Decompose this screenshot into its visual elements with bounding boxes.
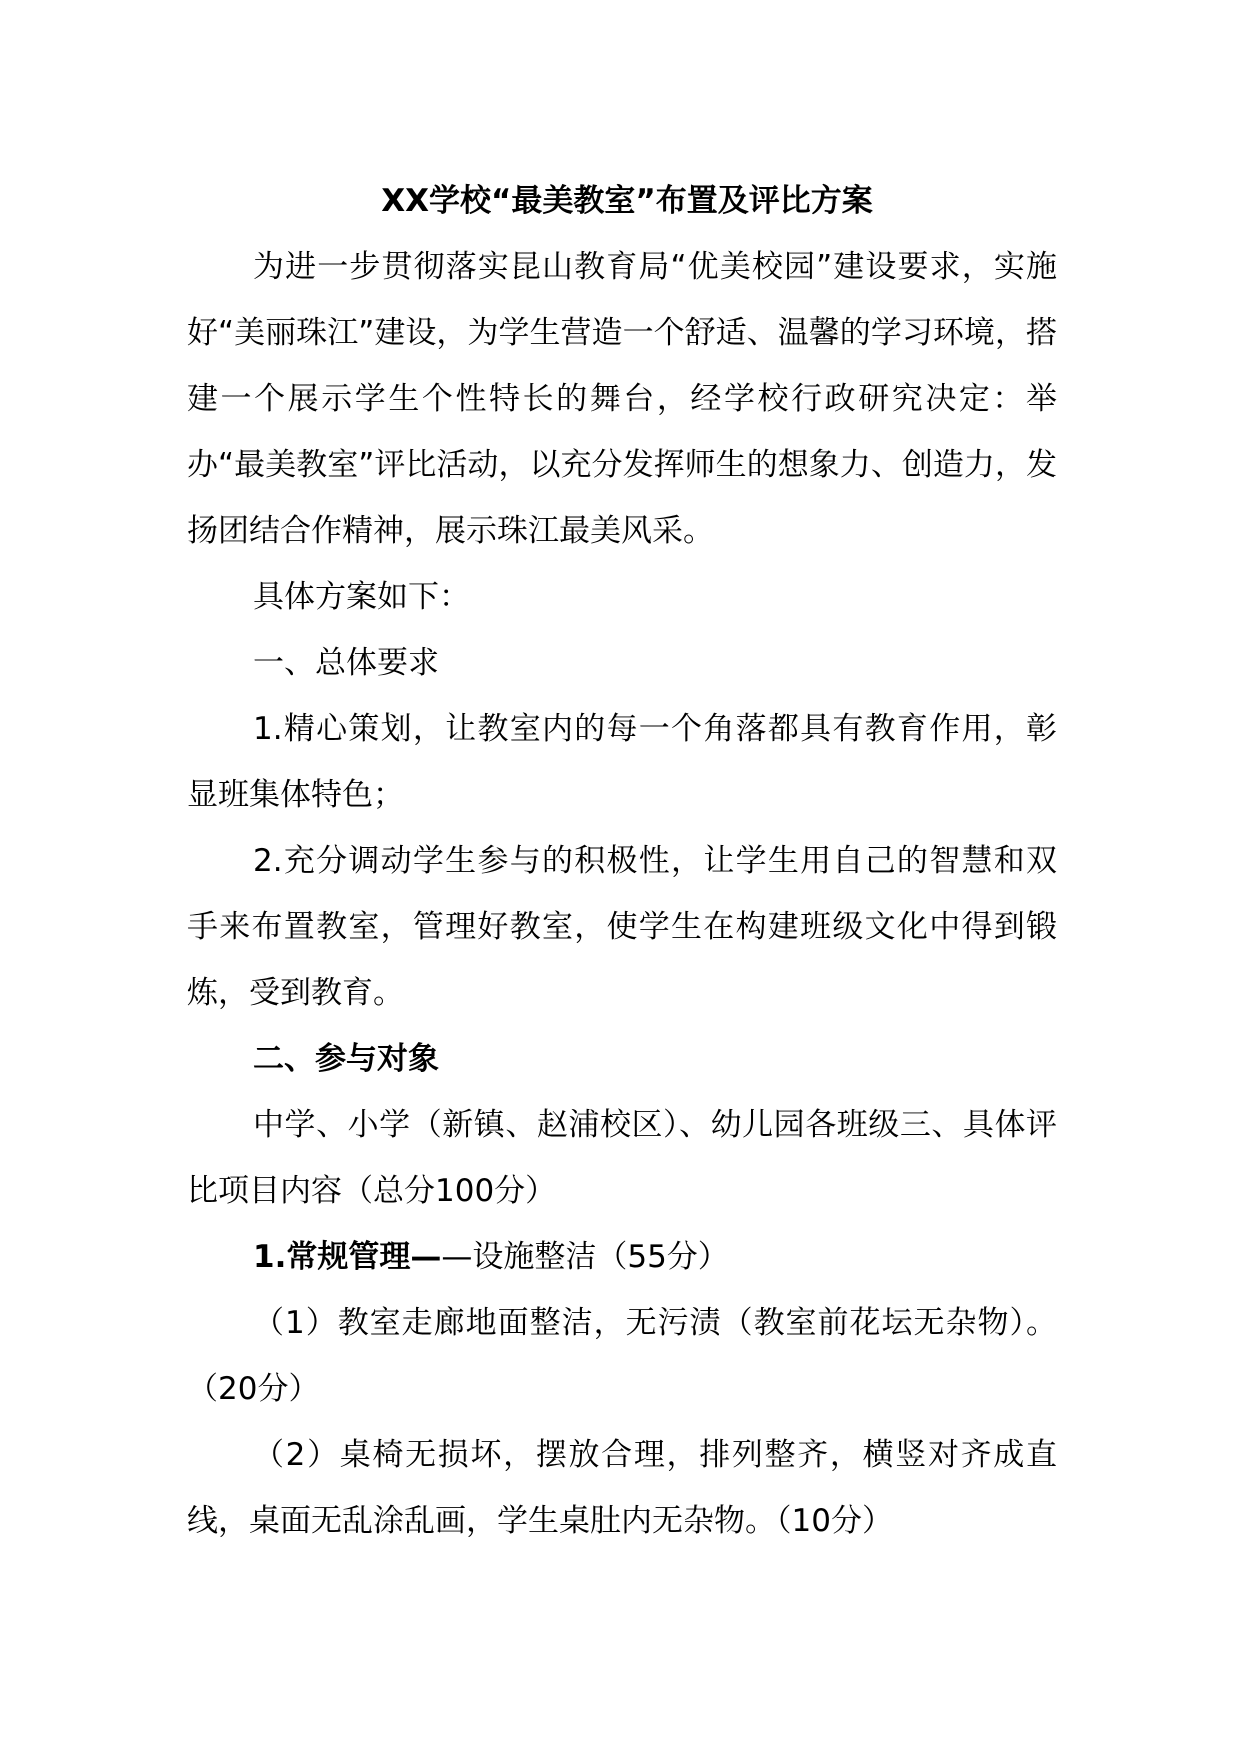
rule-item-1: （1）教室走廊地面整洁，无污渍（教室前花坛无杂物）。（20分） bbox=[187, 1305, 1057, 1407]
plan-intro: 具体方案如下： bbox=[253, 579, 470, 615]
document-title: XX学校“最美教室”布置及评比方案 bbox=[381, 183, 873, 219]
section-heading-participants: 二、参与对象 bbox=[253, 1041, 439, 1077]
rule-item-2: （2）桌椅无损坏，摆放合理，排列整齐，横竖对齐成直线，桌面无乱涂乱画，学生桌肚内无杂物。（10分） bbox=[187, 1437, 1057, 1539]
document-page bbox=[187, 168, 1057, 1554]
requirement-item-2: 2.充分调动学生参与的积极性，让学生用自己的智慧和双手来布置教室，管理好教室，使学生在构建班级文化中得到锻炼，受到教育。 bbox=[187, 843, 1057, 1011]
section-heading-requirements: 一、总体要求 bbox=[253, 645, 439, 681]
subsection-detail: —设施整洁（55分） bbox=[441, 1239, 729, 1275]
requirement-item-1: 1.精心策划，让教室内的每一个角落都具有教育作用，彰显班集体特色； bbox=[187, 711, 1057, 813]
intro-paragraph: 为进一步贯彻落实昆山教育局“优美校园”建设要求，实施好“美丽珠江”建设，为学生营造一个舒适、温馨的学习环境，搭建一个展示学生个性特长的舞台，经学校行政研究决定：举办“最美教室”评比活动，以充分发挥师生的想象力、创造力，发扬团结合作精神，展示珠江最美风采。 bbox=[187, 249, 1057, 549]
subsection-label: 1.常规管理— bbox=[253, 1239, 442, 1275]
participants-paragraph: 中学、小学（新镇、赵浦校区）、幼儿园各班级三、具体评比项目内容（总分100分） bbox=[187, 1107, 1057, 1209]
subsection-routine-management bbox=[187, 1224, 1057, 1290]
